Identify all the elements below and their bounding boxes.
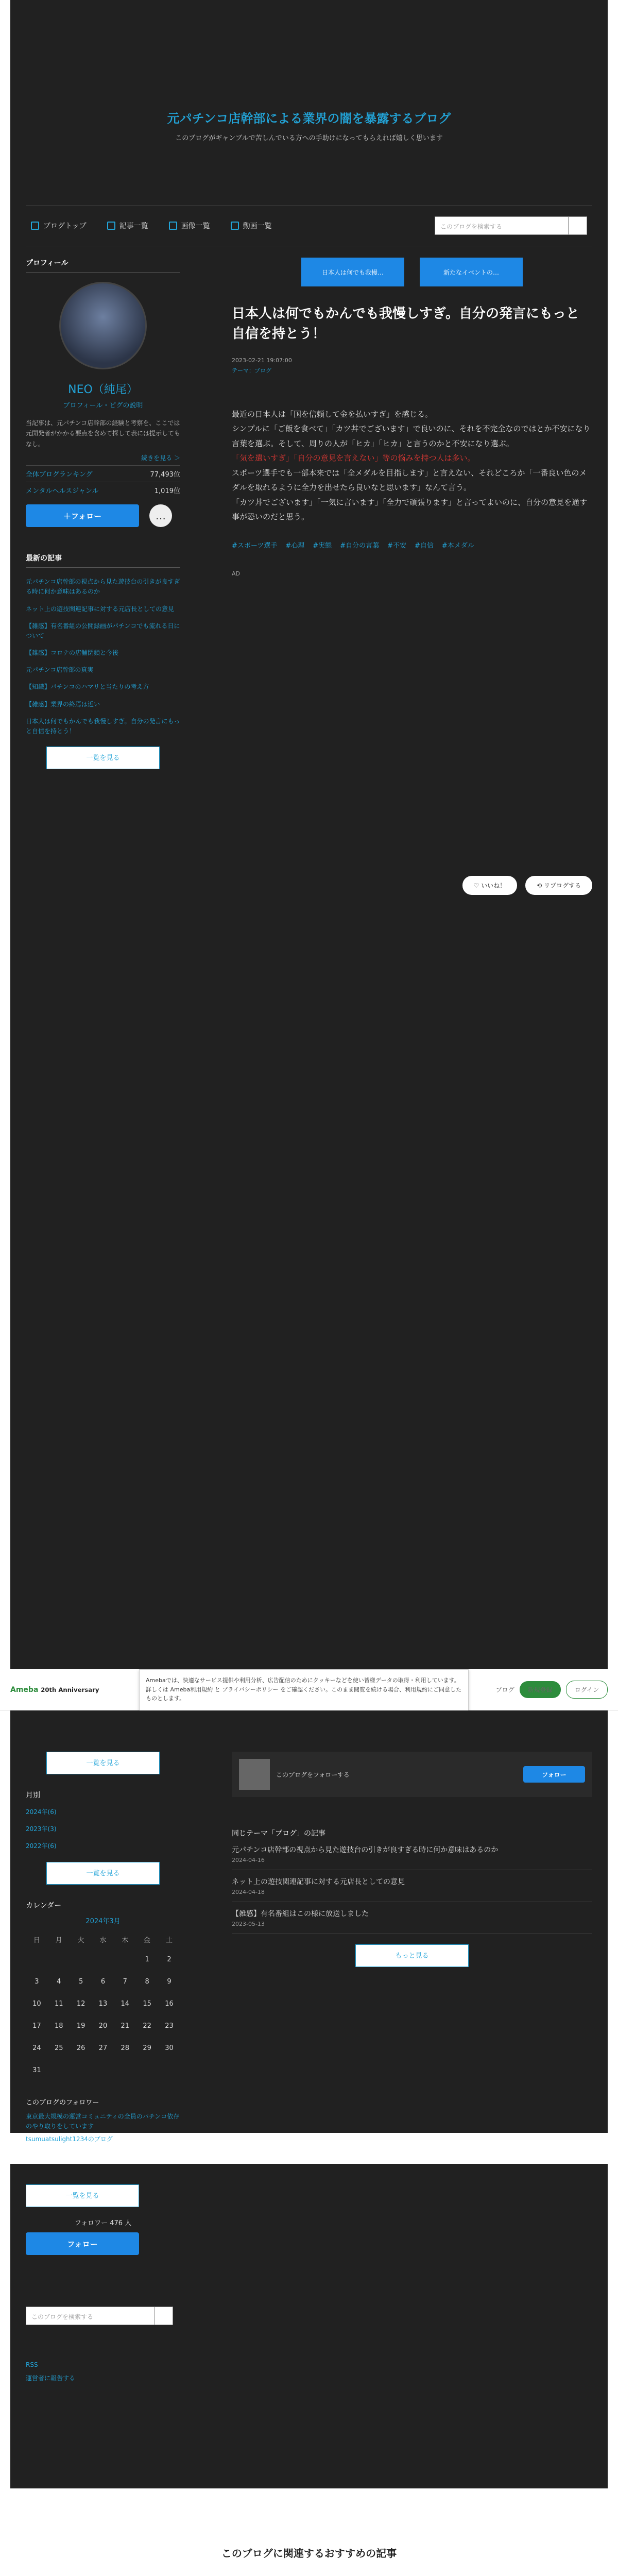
nav-blog-top[interactable]: ブログトップ xyxy=(31,221,87,231)
report-link[interactable]: 運営者に報告する xyxy=(26,2375,76,2382)
profile-subtitle[interactable]: ブロフィール・ピグの説明 xyxy=(63,402,143,410)
list-item[interactable]: 元パチンコ店幹部の視点から見た遊技台の引きが良すぎる時に何か意味はあるのか 2024-04-16 xyxy=(232,1838,592,1870)
tag[interactable]: #スポーツ選手 xyxy=(232,541,278,550)
sidebar xyxy=(26,1721,180,2143)
tag[interactable]: #本メダル xyxy=(441,541,474,550)
see-all-button[interactable]: 一覧を見る xyxy=(46,1752,160,1774)
tag[interactable]: #心理 xyxy=(285,541,305,550)
calendar-day[interactable]: 19 xyxy=(76,2022,85,2030)
list-item[interactable]: 日本人は何でもかんでも我慢しすぎ。自分の発言にもっと自信を持とう！ xyxy=(26,717,180,735)
calendar-empty xyxy=(70,2059,92,2081)
global-nav xyxy=(26,205,592,246)
calendar-day[interactable]: 1 xyxy=(145,1955,149,1963)
search-icon[interactable] xyxy=(569,216,587,235)
calendar-day[interactable]: 9 xyxy=(167,1977,171,1986)
article-body xyxy=(232,407,592,524)
calendar-table: 日 月 火 水 木 金 土 1 2 3 4 5 6 7 8 9 10 11 12 13 14 15 16 17 18 19 20 21 22 23 24 25 26 27 28 29 30 31 xyxy=(26,1930,180,2081)
calendar-empty xyxy=(114,2059,136,2081)
list-item[interactable]: 【雑感】業界の終焉は近い xyxy=(26,700,100,708)
sidebar xyxy=(26,258,180,779)
tag[interactable]: #自分の言葉 xyxy=(340,541,380,550)
blog-title[interactable]: 元パチンコ店幹部による業界の闇を暴露するブログ xyxy=(167,111,451,126)
search-input[interactable]: このブログを検索する xyxy=(435,216,569,235)
calendar-empty xyxy=(158,2059,180,2081)
search-icon[interactable] xyxy=(154,2307,173,2325)
list-item[interactable]: 元パチンコ店幹部の真実 xyxy=(26,666,94,674)
paragraph: シンプルに「ご飯を食べて」「カツ丼でございます」で良いのに、それを不完全なのではとか不安になり言葉を選ぶ。そして、周りの人が「ヒカ」「ヒカ」と言うのかと不安になり選ぶ。 xyxy=(232,424,591,448)
list-item[interactable]: 【雑感】有名番組の公開録画がパチンコでも流れる日について xyxy=(26,622,180,639)
list-item[interactable]: 【知識】パチンコのハマリと当たりの考え方 xyxy=(26,683,149,691)
ad-label: AD xyxy=(232,570,240,577)
followers-link[interactable]: tsumuatsulight1234のブログ xyxy=(26,2135,113,2143)
see-all-button[interactable]: 一覧を見る xyxy=(46,1862,160,1885)
blog-header xyxy=(26,41,592,196)
calendar-day[interactable]: 7 xyxy=(123,1977,127,1986)
calendar-day[interactable]: 16 xyxy=(165,1999,174,2008)
followers-heading: このブログのフォロワー xyxy=(26,2098,99,2107)
nav-images[interactable]: 画像一覧 xyxy=(169,221,210,231)
next-article-button[interactable]: 新たなイベントの… xyxy=(420,258,523,286)
image-icon xyxy=(169,222,177,230)
list-item[interactable]: 元パチンコ店幹部の視点から見た遊技台の引きが良すぎる時に何か意味はあるのか xyxy=(26,578,180,596)
calendar-day[interactable]: 30 xyxy=(165,2044,174,2052)
calendar-day[interactable]: 25 xyxy=(54,2044,63,2052)
ameba-logo[interactable]: Ameba 20th Anniversary xyxy=(10,1685,99,1694)
ameba-header xyxy=(0,1669,618,1710)
article-meta xyxy=(232,355,592,376)
month-link[interactable]: 2023年(3) xyxy=(26,1825,57,1833)
ameba-recommend-area xyxy=(0,2488,618,2576)
see-all-button[interactable]: 一覧を見る xyxy=(26,2184,139,2207)
calendar-day[interactable]: 18 xyxy=(54,2022,63,2030)
avatar[interactable] xyxy=(239,1759,270,1790)
calendar-empty xyxy=(114,1948,136,1971)
calendar-month: 2024年3月 xyxy=(85,1917,121,1925)
calendar-day[interactable]: 21 xyxy=(121,2022,130,2030)
avatar[interactable] xyxy=(59,282,147,369)
calendar-empty xyxy=(70,1948,92,1971)
related-list xyxy=(232,1838,592,1934)
calendar-day[interactable]: 23 xyxy=(165,2022,174,2030)
heart-icon: ♡ xyxy=(473,882,482,889)
paragraph: 「気を遣いすぎ」「自分の意見を言えない」等の悩みを持つ人は多い。 xyxy=(232,453,475,463)
calendar-empty xyxy=(136,2059,158,2081)
calendar-day[interactable]: 5 xyxy=(78,1977,83,1986)
related-area xyxy=(232,1721,592,2143)
register-button[interactable]: 新規登録 xyxy=(520,1681,561,1698)
like-button[interactable]: ♡ いいね！ xyxy=(462,876,518,895)
recent-heading: 最新の記事 xyxy=(26,553,180,568)
calendar-day[interactable]: 20 xyxy=(98,2022,108,2030)
recommend-heading: このブログに関連するおすすめの記事 xyxy=(221,2547,397,2560)
calendar-day[interactable]: 24 xyxy=(32,2044,41,2052)
see-all-button[interactable]: 一覧を見る xyxy=(46,747,160,769)
rank-row: メンタルヘルスジャンル 1,019位 xyxy=(26,482,180,495)
list-item[interactable]: ネット上の遊技関連記事に対する元店長としての意見 2024-04-18 xyxy=(232,1870,592,1902)
blog-search xyxy=(435,216,587,235)
profile-text: 当記事は、元パチンコ店幹部の経験と考察を、ここでは元開発者がかかる要点を含めて探して表には提示してもなし。 xyxy=(26,419,181,448)
calendar-day[interactable]: 17 xyxy=(32,2022,41,2030)
reblog-icon: ⟲ xyxy=(537,882,544,889)
plus-icon: ＋ xyxy=(63,512,71,521)
calendar-empty xyxy=(48,1948,70,1971)
profile-heading: プロフィール xyxy=(26,258,180,273)
calendar-day[interactable]: 29 xyxy=(143,2044,151,2052)
blog-page-2 xyxy=(10,1710,608,2143)
follow-button[interactable]: フォロー xyxy=(26,2232,139,2255)
calendar-empty xyxy=(26,1948,48,1971)
writer-box: このブログをフォローする フォロー xyxy=(232,1752,592,1797)
calendar-day[interactable]: 22 xyxy=(143,2022,151,2030)
share-buttons xyxy=(462,876,592,895)
followers-text[interactable]: 東京最大規模の運営コミュニティの全員のパチンコ依存のやり取りをしています xyxy=(26,2112,180,2130)
calendar-day[interactable]: 26 xyxy=(76,2044,85,2052)
calendar-day[interactable]: 6 xyxy=(100,1977,106,1986)
paragraph: 最近の日本人は「国を信頼して金を払いすぎ」を感じる。 xyxy=(232,409,433,419)
paragraph: スポーツ選手でも一部本来では「全メダルを目指します」と言えない、それどころか「一番良い色のメダルを取れるように全力を出せたら良いなと思います」なんて言う。 xyxy=(232,468,587,493)
list-item[interactable]: 【雑感】有名番組はこの様に放送しました 2023-05-13 xyxy=(232,1902,592,1934)
blog-page xyxy=(10,0,608,1669)
calendar xyxy=(26,1900,180,2081)
reblog-button[interactable]: ⟲ リブログする xyxy=(525,876,592,895)
blog-link[interactable]: ブログ xyxy=(495,1686,514,1693)
follower-count: フォロワー 476 人 xyxy=(74,2219,132,2227)
calendar-empty xyxy=(48,2059,70,2081)
nav-videos[interactable]: 動画一覧 xyxy=(231,221,272,231)
calendar-day[interactable]: 31 xyxy=(32,2066,41,2074)
tag-list xyxy=(232,540,592,550)
video-icon xyxy=(231,222,239,230)
calendar-day[interactable]: 14 xyxy=(121,1999,130,2008)
cookie-text: Amebaでは、快適なサービス提供や利用分析、広告配信のためにクッキーなどを使い皆様データの取得・利用しています。詳しくは Ameba利用規約 と プライバシーポリシー をご確認ください。このまま閲覧を続ける場合、利用規約にご同意したものとします。 xyxy=(146,1677,462,1702)
more-icon[interactable]: … xyxy=(149,504,172,527)
home-icon xyxy=(31,222,39,230)
calendar-heading: カレンダー xyxy=(26,1901,62,1910)
month-link[interactable]: 2022年(6) xyxy=(26,1842,57,1850)
profile-name[interactable]: NEO（純尾） xyxy=(68,383,138,396)
calendar-day[interactable]: 2 xyxy=(167,1955,171,1963)
blog-page-3 xyxy=(10,2164,608,2488)
calendar-day[interactable]: 13 xyxy=(98,1999,108,2008)
tag[interactable]: #自信 xyxy=(415,541,434,550)
rss-link[interactable]: RSS xyxy=(26,2361,38,2368)
calendar-day[interactable]: 15 xyxy=(143,1999,151,2008)
paragraph: 「カツ丼でございます」「一気に言います」「全力で頑張ります」と言ってよいのに、自分の意見を通す事が恐いのだと思う。 xyxy=(232,497,588,522)
article xyxy=(232,258,592,889)
follow-button[interactable]: ＋フォロー xyxy=(26,504,139,527)
calendar-day[interactable]: 8 xyxy=(145,1977,149,1986)
calendar-day[interactable]: 27 xyxy=(98,2044,108,2052)
blog-description: このブログがギャンブルで苦しんでいる方への手助けになってもらえれば嬉しく思います xyxy=(175,134,443,142)
article-date: 2023-02-21 19:07:00 xyxy=(232,357,292,364)
nav-articles[interactable]: 記事一覧 xyxy=(107,221,148,231)
login-button[interactable]: ログイン xyxy=(566,1681,608,1699)
tag[interactable]: #実態 xyxy=(313,541,332,550)
calendar-day[interactable]: 4 xyxy=(57,1977,61,1986)
month-link[interactable]: 2024年(6) xyxy=(26,1808,57,1816)
article-theme[interactable]: テーマ：ブログ xyxy=(232,367,271,374)
blog-search xyxy=(26,2307,180,2325)
theme-heading: 同じテーマ「ブログ」の記事 xyxy=(232,1829,325,1838)
calendar-empty xyxy=(92,1948,114,1971)
profile-more-link[interactable]: 続きを見る ＞ xyxy=(141,454,180,462)
search-input[interactable]: このブログを検索する xyxy=(26,2307,154,2325)
list-item[interactable]: ネット上の遊技関連記事に対する元店長としての意見 xyxy=(26,605,175,613)
tag[interactable]: #不安 xyxy=(387,541,406,550)
calendar-day[interactable]: 10 xyxy=(32,1999,41,2008)
rank-row: 全体ブログランキング 77,493位 xyxy=(26,465,180,479)
list-item[interactable]: 【雑感】コロナの店舗閉鎖と今後 xyxy=(26,649,119,657)
calendar-day[interactable]: 12 xyxy=(76,1999,85,2008)
calendar-day[interactable]: 3 xyxy=(35,1977,39,1986)
follow-button[interactable]: フォロー xyxy=(523,1766,585,1783)
recent-list xyxy=(26,577,180,736)
list-icon xyxy=(107,222,115,230)
calendar-day[interactable]: 11 xyxy=(54,1999,63,2008)
calendar-empty xyxy=(92,2059,114,2081)
prev-article-button[interactable]: 日本人は何でも我慢… xyxy=(301,258,404,286)
month-heading: 月別 xyxy=(26,1791,40,1800)
calendar-day[interactable]: 28 xyxy=(121,2044,130,2052)
more-button[interactable]: もっと見る xyxy=(355,1944,469,1967)
article-title[interactable]: 日本人は何でもかんでも我慢しすぎ。自分の発言にもっと自信を持とう！ xyxy=(232,306,579,342)
